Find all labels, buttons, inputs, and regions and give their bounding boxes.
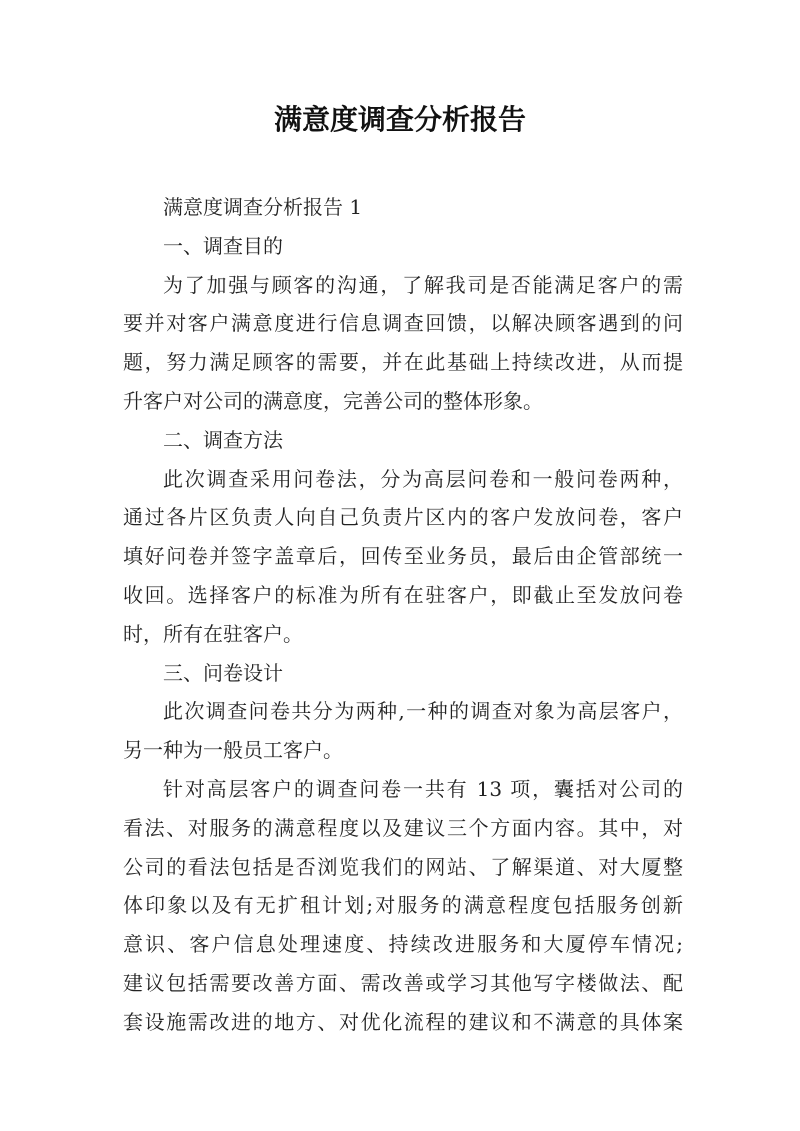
paragraph-line: 收回。选择客户的标准为所有在驻客户，即截止至发放问卷	[123, 582, 683, 607]
paragraph-line: 填好问卷并签字盖章后，回传至业务员，最后由企管部统一	[123, 544, 683, 569]
paragraph-line: 建议包括需要改善方面、需改善或学习其他写字楼做法、配	[123, 970, 683, 995]
paragraph-line: 看法、对服务的满意程度以及建议三个方面内容。其中，对	[123, 815, 683, 840]
paragraph-line: 此次调查问卷共分为两种,一种的调查对象为高层客户，	[163, 699, 683, 724]
paragraph-line: 要并对客户满意度进行信息调查回馈，以解决顾客遇到的问	[123, 311, 683, 336]
paragraph-line: 套设施需改进的地方、对优化流程的建议和不满意的具体案	[123, 1009, 683, 1034]
section-heading-purpose: 一、调查目的	[163, 233, 283, 258]
section-heading-design: 三、问卷设计	[163, 660, 283, 685]
section-heading-method: 二、调查方法	[163, 427, 283, 452]
paragraph-line: 另一种为一般员工客户。	[123, 738, 343, 763]
paragraph-line: 题，努力满足顾客的需要，并在此基础上持续改进，从而提	[123, 350, 683, 375]
paragraph-line: 此次调查采用问卷法，分为高层问卷和一般问卷两种，	[163, 466, 683, 491]
paragraph-line: 公司的看法包括是否浏览我们的网站、了解渠道、对大厦整	[123, 854, 683, 879]
paragraph-line: 意识、客户信息处理速度、持续改进服务和大厦停车情况;	[123, 932, 683, 957]
paragraph-line: 针对高层客户的调查问卷一共有 13 项，囊括对公司的	[163, 776, 683, 801]
document-title: 满意度调查分析报告	[273, 103, 526, 136]
paragraph-line: 通过各片区负责人向自己负责片区内的客户发放问卷，客户	[123, 505, 683, 530]
document-body	[123, 188, 683, 1042]
paragraph-line: 为了加强与顾客的沟通，了解我司是否能满足客户的需	[163, 272, 683, 297]
paragraph-line: 升客户对公司的满意度，完善公司的整体形象。	[123, 388, 543, 413]
paragraph-line: 时，所有在驻客户。	[123, 621, 303, 646]
section-heading-report-1: 满意度调查分析报告 1	[163, 195, 363, 219]
paragraph-line: 体印象以及有无扩租计划;对服务的满意程度包括服务创新	[123, 893, 683, 918]
